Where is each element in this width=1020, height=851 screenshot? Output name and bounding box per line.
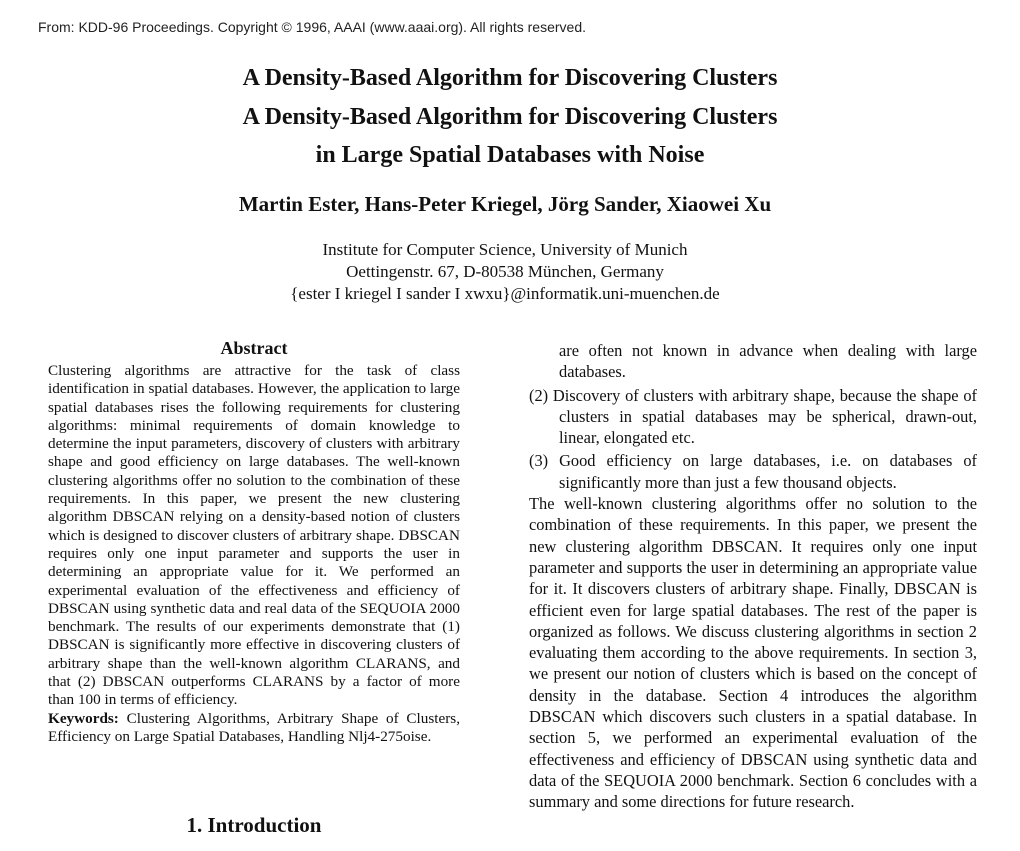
intro-paragraph: The well-known clustering algorithms offer no solution to the combination of these requirements. In this paper, we present the new clustering algorithm DBSCAN. It requires only one input parameter and supports the user in determining an appropriate value for it. It discovers clusters of arbitrary shape. Finally, DBSCAN is efficient even for large spatial databases. The rest of the paper is organized as follows. We discuss clustering algorithms in section 2 evaluating them according to the above requirements. In section 3, we present our notion of clusters which is based on the concept of density in the database. Section 4 introduces the algorithm DBSCAN which discovers such clusters in a spatial database. In section 5, we performed an experimental evaluation of the effectiveness and efficiency of DBSCAN using synthetic data and data of the SEQUOIA 2000 benchmark. Section 6 concludes with a summary and some directions for future research. <box>529 494 977 812</box>
right-column <box>529 340 977 813</box>
affiliation-emails: {ester I kriegel I sander I xwxu}@informatik.uni-muenchen.de <box>290 284 720 303</box>
keywords <box>48 710 460 747</box>
affiliation-address: Oettingenstr. 67, D-80538 München, Germany <box>346 262 664 281</box>
affiliation-block <box>0 239 1010 305</box>
requirement-item-2: (2) Discovery of clusters with arbitrary shape, because the shape of clusters in spatial databases may be spherical, drawn-out, linear, elongated etc. <box>529 385 977 448</box>
abstract-heading: Abstract <box>220 338 288 358</box>
introduction-heading: 1. Introduction <box>186 813 322 837</box>
paper-title-line-1: A Density-Based Algorithm for Discovering Clusters <box>242 65 778 91</box>
keywords-label: Keywords: <box>48 709 119 727</box>
paper-title-line-3: in Large Spatial Databases with Noise <box>315 142 705 168</box>
author-list: Martin Ester, Hans-Peter Kriegel, Jörg Sander, Xiaowei Xu <box>238 192 772 216</box>
left-column <box>48 338 460 746</box>
paper-title-line-2: A Density-Based Algorithm for Discovering Clusters <box>242 104 778 130</box>
keywords-text: Clustering Algorithms, Arbitrary Shape of Clusters, Efficiency on Large Spatial Databases, Handling Nlj4-275oise. <box>48 709 460 745</box>
affiliation-institute: Institute for Computer Science, University of Munich <box>322 240 688 259</box>
copyright-notice: From: KDD-96 Proceedings. Copyright © 1996, AAAI (www.aaai.org). All rights reserved. <box>38 19 586 35</box>
list-continuation: are often not known in advance when dealing with large databases. <box>559 341 977 382</box>
requirement-item-3: (3) Good efficiency on large databases, i.e. on databases of significantly more than just a few thousand objects. <box>529 451 977 492</box>
abstract-body: Clustering algorithms are attractive for the task of class identification in spatial databases. However, the application to large spatial databases rises the following requirements for clustering algorithms: minimal requirements of domain knowledge to determine the input parameters, discovery of clusters with arbitrary shape and good efficiency on large databases. The well-known clustering algorithms offer no solution to the combination of these requirements. In this paper, we present the new clustering algorithm DBSCAN relying on a density-based notion of clusters which is designed to discover clusters of arbitrary shape. DBSCAN requires only one input parameter and supports the user in determining an appropriate value for it. We performed an experimental evaluation of the effectiveness and efficiency of DBSCAN using synthetic data and real data of the SEQUOIA 2000 benchmark. The results of our experiments demonstrate that (1) DBSCAN is significantly more effective in discovering clusters of arbitrary shape than the well-known algorithm CLARANS, and that (2) DBSCAN outperforms CLARANS by a factor of more than 100 in terms of efficiency. <box>48 362 460 709</box>
